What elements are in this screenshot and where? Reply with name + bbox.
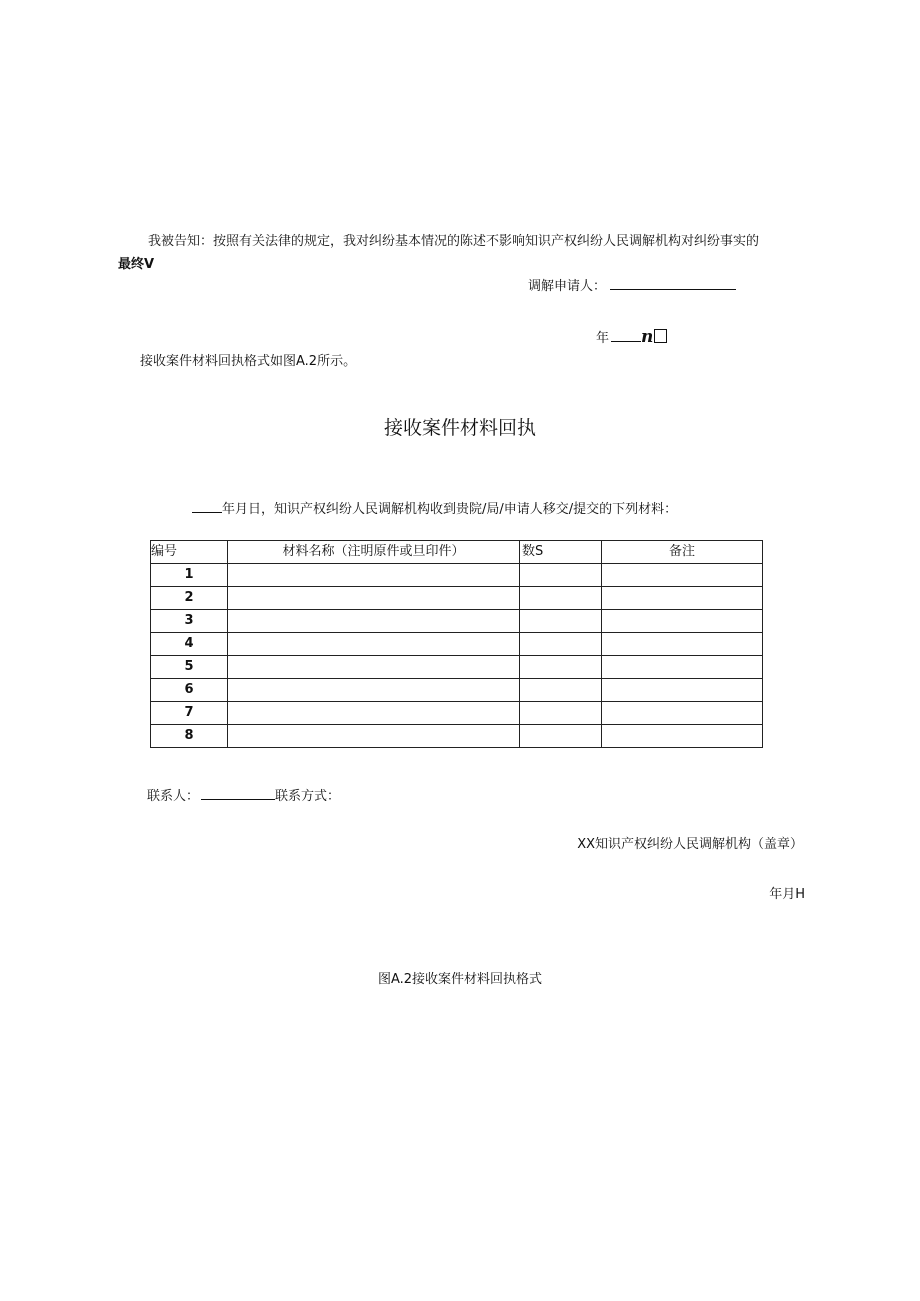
row-quantity[interactable]: [520, 679, 602, 702]
row-material-name[interactable]: [228, 679, 520, 702]
header-remarks: 备注: [602, 541, 763, 564]
row-number: 2: [151, 587, 228, 610]
row-quantity[interactable]: [520, 633, 602, 656]
row-quantity[interactable]: [520, 656, 602, 679]
row-material-name[interactable]: [228, 610, 520, 633]
row-number: 5: [151, 656, 228, 679]
row-material-name[interactable]: [228, 587, 520, 610]
statement-date: 年月日，: [222, 502, 275, 517]
receipt-statement: [192, 500, 677, 519]
row-quantity[interactable]: [520, 702, 602, 725]
row-material-name[interactable]: [228, 633, 520, 656]
contact-line: [147, 787, 340, 806]
row-quantity[interactable]: [520, 725, 602, 748]
row-remarks[interactable]: [602, 633, 763, 656]
row-remarks[interactable]: [602, 702, 763, 725]
intro-sentence: 接收案件材料回执格式如图A.2所示。: [140, 354, 357, 369]
top-date: [596, 328, 667, 348]
row-material-name[interactable]: [228, 725, 520, 748]
statement-body: 知识产权纠纷人民调解机构收到贵院/局/申请人移交/提交的下列材料：: [274, 502, 678, 517]
table-row: [151, 564, 763, 587]
row-remarks[interactable]: [602, 656, 763, 679]
header-material-name: 材料名称（注明原件或旦印件）: [228, 541, 520, 564]
contact-person-blank[interactable]: [201, 787, 275, 800]
table-row: [151, 679, 763, 702]
table-row: [151, 587, 763, 610]
figure-caption: 图A.2接收案件材料回执格式: [377, 972, 543, 987]
row-number: 8: [151, 725, 228, 748]
row-quantity[interactable]: [520, 564, 602, 587]
row-number: 1: [151, 564, 228, 587]
contact-method-label: 联系方式：: [275, 789, 341, 804]
receipt-title: 接收案件材料回执: [383, 417, 536, 439]
table-row: [151, 725, 763, 748]
row-number: 4: [151, 633, 228, 656]
table-header-row: [151, 541, 763, 564]
top-date-blank[interactable]: [611, 329, 641, 342]
row-remarks[interactable]: [602, 610, 763, 633]
notice-line-2: 最终V: [118, 257, 155, 272]
row-remarks[interactable]: [602, 564, 763, 587]
row-material-name[interactable]: [228, 564, 520, 587]
row-quantity[interactable]: [520, 610, 602, 633]
table-row: [151, 610, 763, 633]
row-remarks[interactable]: [602, 587, 763, 610]
materials-table: [150, 540, 763, 748]
row-number: 7: [151, 702, 228, 725]
table-row: [151, 633, 763, 656]
row-number: 6: [151, 679, 228, 702]
top-date-year: 年: [596, 331, 610, 346]
header-number: 编号: [151, 541, 228, 564]
header-quantity: 数S: [520, 541, 602, 564]
signature-date: 年月H: [769, 887, 805, 902]
statement-year-blank[interactable]: [192, 500, 222, 513]
table-row: [151, 702, 763, 725]
table-row: [151, 656, 763, 679]
signature-org: XX知识产权纠纷人民调解机构（盖章）: [577, 837, 803, 852]
row-number: 3: [151, 610, 228, 633]
applicant-blank[interactable]: [610, 277, 736, 290]
notice-line-1: 我被告知：按照有关法律的规定，我对纠纷基本情况的陈述不影响知识产权纠纷人民调解机构对纠纷事实的: [148, 234, 760, 249]
row-remarks[interactable]: [602, 725, 763, 748]
row-remarks[interactable]: [602, 679, 763, 702]
row-quantity[interactable]: [520, 587, 602, 610]
row-material-name[interactable]: [228, 656, 520, 679]
row-material-name[interactable]: [228, 702, 520, 725]
contact-person-label: 联系人：: [147, 789, 200, 804]
applicant-label: 调解申请人：: [528, 279, 607, 294]
top-date-box: [654, 329, 667, 343]
top-date-month-glyph: n: [641, 327, 654, 347]
applicant-signature: [528, 277, 736, 296]
